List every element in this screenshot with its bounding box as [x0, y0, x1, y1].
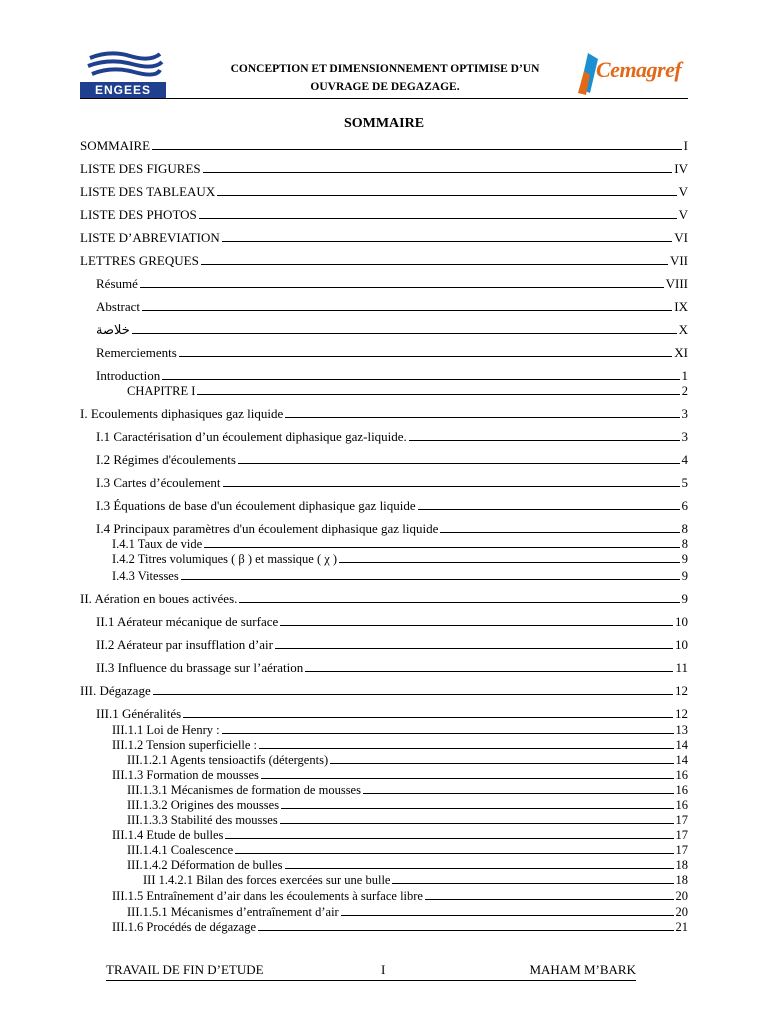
toc-entry-label: III.1.3.3 Stabilité des mousses [127, 813, 278, 827]
toc-entry[interactable] [80, 659, 688, 676]
toc-entry-label: III.1.5 Entraînement d’air dans les écoulements à surface libre [112, 889, 423, 903]
toc-leader-line [238, 451, 680, 464]
toc-entry[interactable] [80, 252, 688, 269]
toc-entry-label: III.1.3.1 Mécanismes de formation de mousses [127, 783, 361, 797]
toc-entry-page: 14 [675, 753, 688, 767]
toc-entry-page: IX [674, 299, 688, 314]
toc-entry-label: I.4 Principaux paramètres d'un écoulement diphasique gaz liquide [96, 521, 439, 536]
toc-entry-label: III. Dégazage [80, 683, 151, 698]
toc-entry[interactable] [80, 321, 688, 338]
toc-leader-line [305, 659, 673, 672]
toc-leader-line [285, 405, 679, 418]
toc-entry-label: I.3 Cartes d’écoulement [96, 475, 221, 490]
toc-entry[interactable] [80, 275, 688, 292]
toc-entry-page: 9 [681, 569, 688, 583]
toc-entry[interactable] [80, 705, 688, 722]
toc-leader-line [392, 871, 673, 884]
toc-entry-label: LETTRES GREQUES [80, 253, 199, 268]
toc-entry-page: IV [674, 161, 688, 176]
toc-entry[interactable] [80, 382, 688, 399]
document-footer [106, 962, 636, 982]
toc-entry[interactable] [80, 428, 688, 445]
toc-entry[interactable] [80, 405, 688, 422]
toc-entry[interactable] [80, 474, 688, 491]
toc-entry-label: I.4.3 Vitesses [112, 569, 179, 583]
toc-entry-label: III.1.6 Procédés de dégazage [112, 920, 257, 934]
toc-leader-line [197, 382, 679, 395]
toc-leader-line [280, 613, 673, 626]
toc-leader-line [339, 550, 680, 563]
toc-entry-label: LISTE D’ABREVIATION [80, 230, 220, 245]
toc-leader-line [222, 229, 673, 242]
toc-entry-page: 1 [681, 368, 688, 383]
toc-entry[interactable] [80, 567, 688, 584]
toc-entry-page: VII [669, 253, 688, 268]
toc-leader-line [235, 841, 673, 854]
toc-leader-line [201, 252, 668, 265]
toc-entry-label: III 1.4.2.1 Bilan des forces exercées sur une bulle [143, 873, 391, 887]
toc-entry-page: X [678, 322, 688, 337]
toc-entry-page: 21 [675, 920, 688, 934]
toc-entry-label: I.3 Équations de base d'un écoulement diphasique gaz liquide [96, 498, 416, 513]
toc-entry-page: 16 [675, 768, 688, 782]
toc-entry[interactable] [80, 160, 688, 177]
title-line-1: CONCEPTION ET DIMENSIONNEMENT OPTIMISE D’UN [230, 63, 540, 75]
toc-entry-label: I.4.1 Taux de vide [112, 537, 203, 551]
toc-entry-label: II.3 Influence du brassage sur l’aération [96, 660, 304, 675]
toc-leader-line [152, 137, 682, 150]
toc-entry-label: Introduction [96, 368, 161, 383]
toc-entry-label: III.1.3.2 Origines des mousses [127, 798, 280, 812]
toc-entry-label: II. Aération en boues activées. [80, 591, 238, 606]
toc-leader-line [183, 705, 673, 718]
toc-entry[interactable] [80, 229, 688, 246]
cemagref-label: Cemagref [596, 57, 682, 82]
footer-rule [106, 980, 636, 981]
toc-entry[interactable] [80, 590, 688, 607]
toc-entry-page: 12 [675, 683, 688, 698]
toc-entry-label: III.1.5.1 Mécanismes d’entraînement d’air [127, 905, 339, 919]
toc-entry[interactable] [80, 206, 688, 223]
toc-entry-label: LISTE DES PHOTOS [80, 207, 197, 222]
toc-entry-page: 12 [675, 706, 688, 721]
toc-entry-label: I. Ecoulements diphasiques gaz liquide [80, 406, 284, 421]
toc-entry-label: I.4.2 Titres volumiques ( β ) et massique ( χ ) [112, 552, 338, 566]
document-header [80, 40, 688, 100]
toc-entry-page: I [683, 138, 688, 153]
toc-entry-label: III.1.2 Tension superficielle : [112, 738, 258, 752]
toc-entry-page: 10 [675, 614, 688, 629]
toc-leader-line [223, 474, 680, 487]
toc-entry-label: II.2 Aérateur par insufflation d’air [96, 637, 273, 652]
toc-entry-page: V [678, 184, 688, 199]
toc-entry-label: III.1.2.1 Agents tensioactifs (détergents) [127, 753, 329, 767]
toc-leader-line [418, 497, 680, 510]
toc-entry[interactable] [80, 636, 688, 653]
toc-entry-page: XI [674, 345, 688, 360]
toc-entry-label: I.2 Régimes d'écoulements [96, 452, 236, 467]
toc-leader-line [261, 766, 674, 779]
toc-entry-page: V [678, 207, 688, 222]
toc-leader-line [217, 183, 676, 196]
toc-entry[interactable] [80, 613, 688, 630]
toc-entry-page: 17 [675, 828, 688, 842]
toc-leader-line [225, 826, 673, 839]
toc-entry-page: 4 [681, 452, 688, 467]
toc-entry-page: 5 [681, 475, 688, 490]
toc-entry-label: LISTE DES TABLEAUX [80, 184, 216, 199]
toc-leader-line [181, 567, 680, 580]
toc-leader-line [132, 321, 677, 334]
toc-entry-page: 14 [675, 738, 688, 752]
toc-entry-page: 2 [681, 384, 688, 398]
toc-leader-line [259, 736, 673, 749]
toc-entry-page: 9 [681, 552, 688, 566]
toc-entry-page: 10 [675, 637, 688, 652]
toc-entry-page: 9 [681, 591, 688, 606]
toc-leader-line [142, 298, 672, 311]
wave-icon [80, 48, 166, 84]
toc-leader-line [425, 887, 674, 900]
toc-entry[interactable] [80, 451, 688, 468]
toc-entry-label: Résumé [96, 276, 138, 291]
toc-entry-label: III.1.3 Formation de mousses [112, 768, 259, 782]
toc-entry-page: 8 [681, 537, 688, 551]
toc-leader-line [341, 903, 674, 916]
toc-leader-line [140, 275, 664, 288]
toc-leader-line [275, 636, 673, 649]
toc-entry-label: خلاصة [96, 322, 130, 337]
toc-entry[interactable] [80, 344, 688, 361]
toc-leader-line [363, 781, 674, 794]
toc-entry-label: II.1 Aérateur mécanique de surface [96, 614, 279, 629]
toc-entry-page: 3 [681, 429, 688, 444]
toc-entry-label: I.1 Caractérisation d’un écoulement diphasique gaz-liquide. [96, 429, 407, 444]
document-title [200, 60, 570, 96]
toc-entry-label: III.1.4.1 Coalescence [127, 843, 234, 857]
toc-entry-label: Remerciements [96, 345, 177, 360]
toc-entry[interactable] [80, 682, 688, 699]
toc-entry-page: VI [674, 230, 688, 245]
footer-page-number: I [381, 962, 386, 977]
toc-entry-page: 17 [675, 843, 688, 857]
toc-entry-label: III.1.1 Loi de Henry : [112, 723, 220, 737]
toc-entry[interactable] [80, 183, 688, 200]
toc-leader-line [153, 682, 673, 695]
toc-entry-page: 13 [675, 723, 688, 737]
toc-leader-line [330, 751, 673, 764]
cemagref-logo [576, 45, 682, 99]
toc-leader-line [203, 160, 673, 173]
toc-entry[interactable] [80, 497, 688, 514]
toc-entry-page: 6 [681, 498, 688, 513]
toc-leader-line [285, 856, 674, 869]
toc-leader-line [199, 206, 677, 219]
header-rule [80, 98, 688, 99]
toc-entry[interactable] [80, 550, 688, 567]
toc-entry-label: LISTE DES FIGURES [80, 161, 201, 176]
toc-leader-line [409, 428, 680, 441]
toc-entry-page: 18 [675, 858, 688, 872]
toc-entry-page: 16 [675, 783, 688, 797]
toc-entry-page: 11 [675, 660, 688, 675]
toc-entry[interactable] [80, 871, 688, 888]
title-line-2: OUVRAGE DE DEGAZAGE. [310, 81, 460, 93]
toc-title: SOMMAIRE [343, 116, 425, 131]
toc-leader-line [281, 796, 673, 809]
toc-entry-label: CHAPITRE I [127, 384, 196, 398]
toc-entry-page: 20 [675, 889, 688, 903]
toc-leader-line [258, 918, 673, 931]
toc-leader-line [222, 721, 674, 734]
toc-entry-page: 8 [681, 521, 688, 536]
toc-entry[interactable] [80, 298, 688, 315]
toc-entry-label: III.1.4 Etude de bulles [112, 828, 224, 842]
footer-left: TRAVAIL DE FIN D’ETUDE [106, 962, 264, 977]
toc-entry-page: 18 [675, 873, 688, 887]
toc-entry[interactable] [80, 887, 688, 904]
toc-leader-line [280, 811, 674, 824]
toc-leader-line [204, 535, 680, 548]
toc-entry-page: 16 [675, 798, 688, 812]
toc-entry[interactable] [80, 918, 688, 935]
toc-leader-line [239, 590, 679, 603]
engees-logo [80, 48, 166, 98]
toc-entry-page: VIII [665, 276, 688, 291]
engees-label: ENGEES [80, 82, 166, 98]
toc-entry-page: 20 [675, 905, 688, 919]
toc-entry-label: III.1.4.2 Déformation de bulles [127, 858, 283, 872]
toc-leader-line [162, 367, 679, 380]
toc-leader-line [440, 520, 679, 533]
toc-entry[interactable] [80, 137, 688, 154]
footer-author: MAHAM M’BARK [529, 962, 636, 977]
toc-entry-page: 17 [675, 813, 688, 827]
toc-entry-label: Abstract [96, 299, 141, 314]
toc-entry-label: SOMMAIRE [80, 138, 151, 153]
toc-entry-label: III.1 Généralités [96, 706, 182, 721]
toc-entry-page: 3 [681, 406, 688, 421]
toc-leader-line [179, 344, 672, 357]
